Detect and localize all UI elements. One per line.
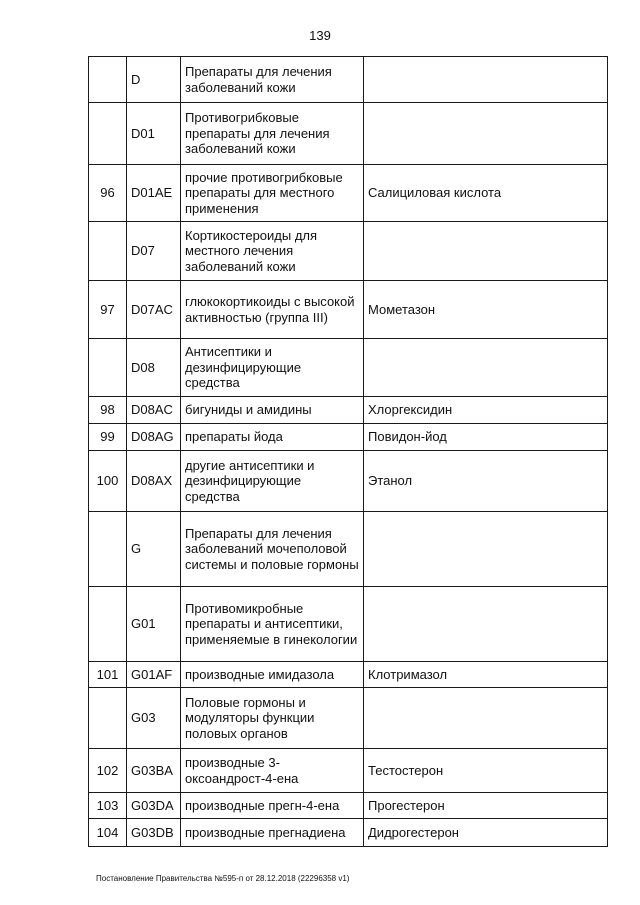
atc-code: G03DA bbox=[127, 793, 181, 819]
group-description: препараты йода bbox=[181, 424, 364, 451]
table-row bbox=[89, 749, 608, 793]
drug-name: Хлоргексидин bbox=[364, 397, 608, 424]
group-description: производные прегн-4-ена bbox=[181, 793, 364, 819]
group-description: производные прегнадиена bbox=[181, 819, 364, 847]
atc-code: G01 bbox=[127, 587, 181, 662]
drug-name: Клотримазол bbox=[364, 662, 608, 688]
row-number: 100 bbox=[89, 451, 127, 512]
drug-list-table bbox=[88, 56, 608, 847]
row-number: 103 bbox=[89, 793, 127, 819]
table-row bbox=[89, 587, 608, 662]
atc-code: D bbox=[127, 57, 181, 103]
table-row bbox=[89, 397, 608, 424]
row-number bbox=[89, 339, 127, 397]
table-row bbox=[89, 793, 608, 819]
group-description: бигуниды и амидины bbox=[181, 397, 364, 424]
group-description: глюкокортикоиды с высокой активностью (группа III) bbox=[181, 281, 364, 339]
atc-code: D01 bbox=[127, 103, 181, 165]
table-row bbox=[89, 165, 608, 222]
table-row bbox=[89, 339, 608, 397]
drug-name: Повидон-йод bbox=[364, 424, 608, 451]
page-number: 139 bbox=[309, 28, 331, 43]
atc-code: D08AX bbox=[127, 451, 181, 512]
table-row bbox=[89, 662, 608, 688]
atc-code: D08AG bbox=[127, 424, 181, 451]
atc-code: D08 bbox=[127, 339, 181, 397]
atc-code: G bbox=[127, 512, 181, 587]
table-row bbox=[89, 281, 608, 339]
row-number bbox=[89, 103, 127, 165]
row-number: 99 bbox=[89, 424, 127, 451]
table-row bbox=[89, 688, 608, 749]
row-number: 101 bbox=[89, 662, 127, 688]
drug-name bbox=[364, 339, 608, 397]
group-description: производные имидазола bbox=[181, 662, 364, 688]
drug-name: Тестостерон bbox=[364, 749, 608, 793]
table-row bbox=[89, 424, 608, 451]
table-row bbox=[89, 451, 608, 512]
atc-code: D08AC bbox=[127, 397, 181, 424]
drug-name: Салициловая кислота bbox=[364, 165, 608, 222]
atc-code: G03 bbox=[127, 688, 181, 749]
group-description: Препараты для лечения заболеваний мочеполовой системы и половые гормоны bbox=[181, 512, 364, 587]
drug-name bbox=[364, 688, 608, 749]
table-row bbox=[89, 819, 608, 847]
atc-code: G03DB bbox=[127, 819, 181, 847]
row-number bbox=[89, 222, 127, 281]
atc-code: D07AC bbox=[127, 281, 181, 339]
drug-name bbox=[364, 57, 608, 103]
group-description: Кортикостероиды для местного лечения заболеваний кожи bbox=[181, 222, 364, 281]
atc-code: D07 bbox=[127, 222, 181, 281]
row-number bbox=[89, 57, 127, 103]
group-description: прочие противогрибковые препараты для местного применения bbox=[181, 165, 364, 222]
row-number bbox=[89, 587, 127, 662]
drug-name bbox=[364, 512, 608, 587]
drug-name bbox=[364, 103, 608, 165]
drug-name bbox=[364, 587, 608, 662]
group-description: Противогрибковые препараты для лечения заболеваний кожи bbox=[181, 103, 364, 165]
table-row bbox=[89, 57, 608, 103]
drug-name: Этанол bbox=[364, 451, 608, 512]
group-description: Половые гормоны и модуляторы функции половых органов bbox=[181, 688, 364, 749]
table-row bbox=[89, 103, 608, 165]
footer-resolution-reference: Постановление Правительства №595-п от 28.12.2018 (22296358 v1) bbox=[96, 874, 350, 883]
group-description: Антисептики и дезинфицирующие средства bbox=[181, 339, 364, 397]
row-number: 97 bbox=[89, 281, 127, 339]
group-description: Противомикробные препараты и антисептики, применяемые в гинекологии bbox=[181, 587, 364, 662]
row-number: 96 bbox=[89, 165, 127, 222]
drug-name: Мометазон bbox=[364, 281, 608, 339]
table-row bbox=[89, 222, 608, 281]
row-number: 102 bbox=[89, 749, 127, 793]
table-row bbox=[89, 512, 608, 587]
group-description: другие антисептики и дезинфицирующие средства bbox=[181, 451, 364, 512]
row-number bbox=[89, 688, 127, 749]
atc-code: G01AF bbox=[127, 662, 181, 688]
drug-name: Дидрогестерон bbox=[364, 819, 608, 847]
atc-code: D01AE bbox=[127, 165, 181, 222]
atc-code: G03BA bbox=[127, 749, 181, 793]
group-description: производные 3-оксоандрост-4-ена bbox=[181, 749, 364, 793]
row-number: 98 bbox=[89, 397, 127, 424]
row-number bbox=[89, 512, 127, 587]
group-description: Препараты для лечения заболеваний кожи bbox=[181, 57, 364, 103]
drug-name bbox=[364, 222, 608, 281]
row-number: 104 bbox=[89, 819, 127, 847]
drug-name: Прогестерон bbox=[364, 793, 608, 819]
